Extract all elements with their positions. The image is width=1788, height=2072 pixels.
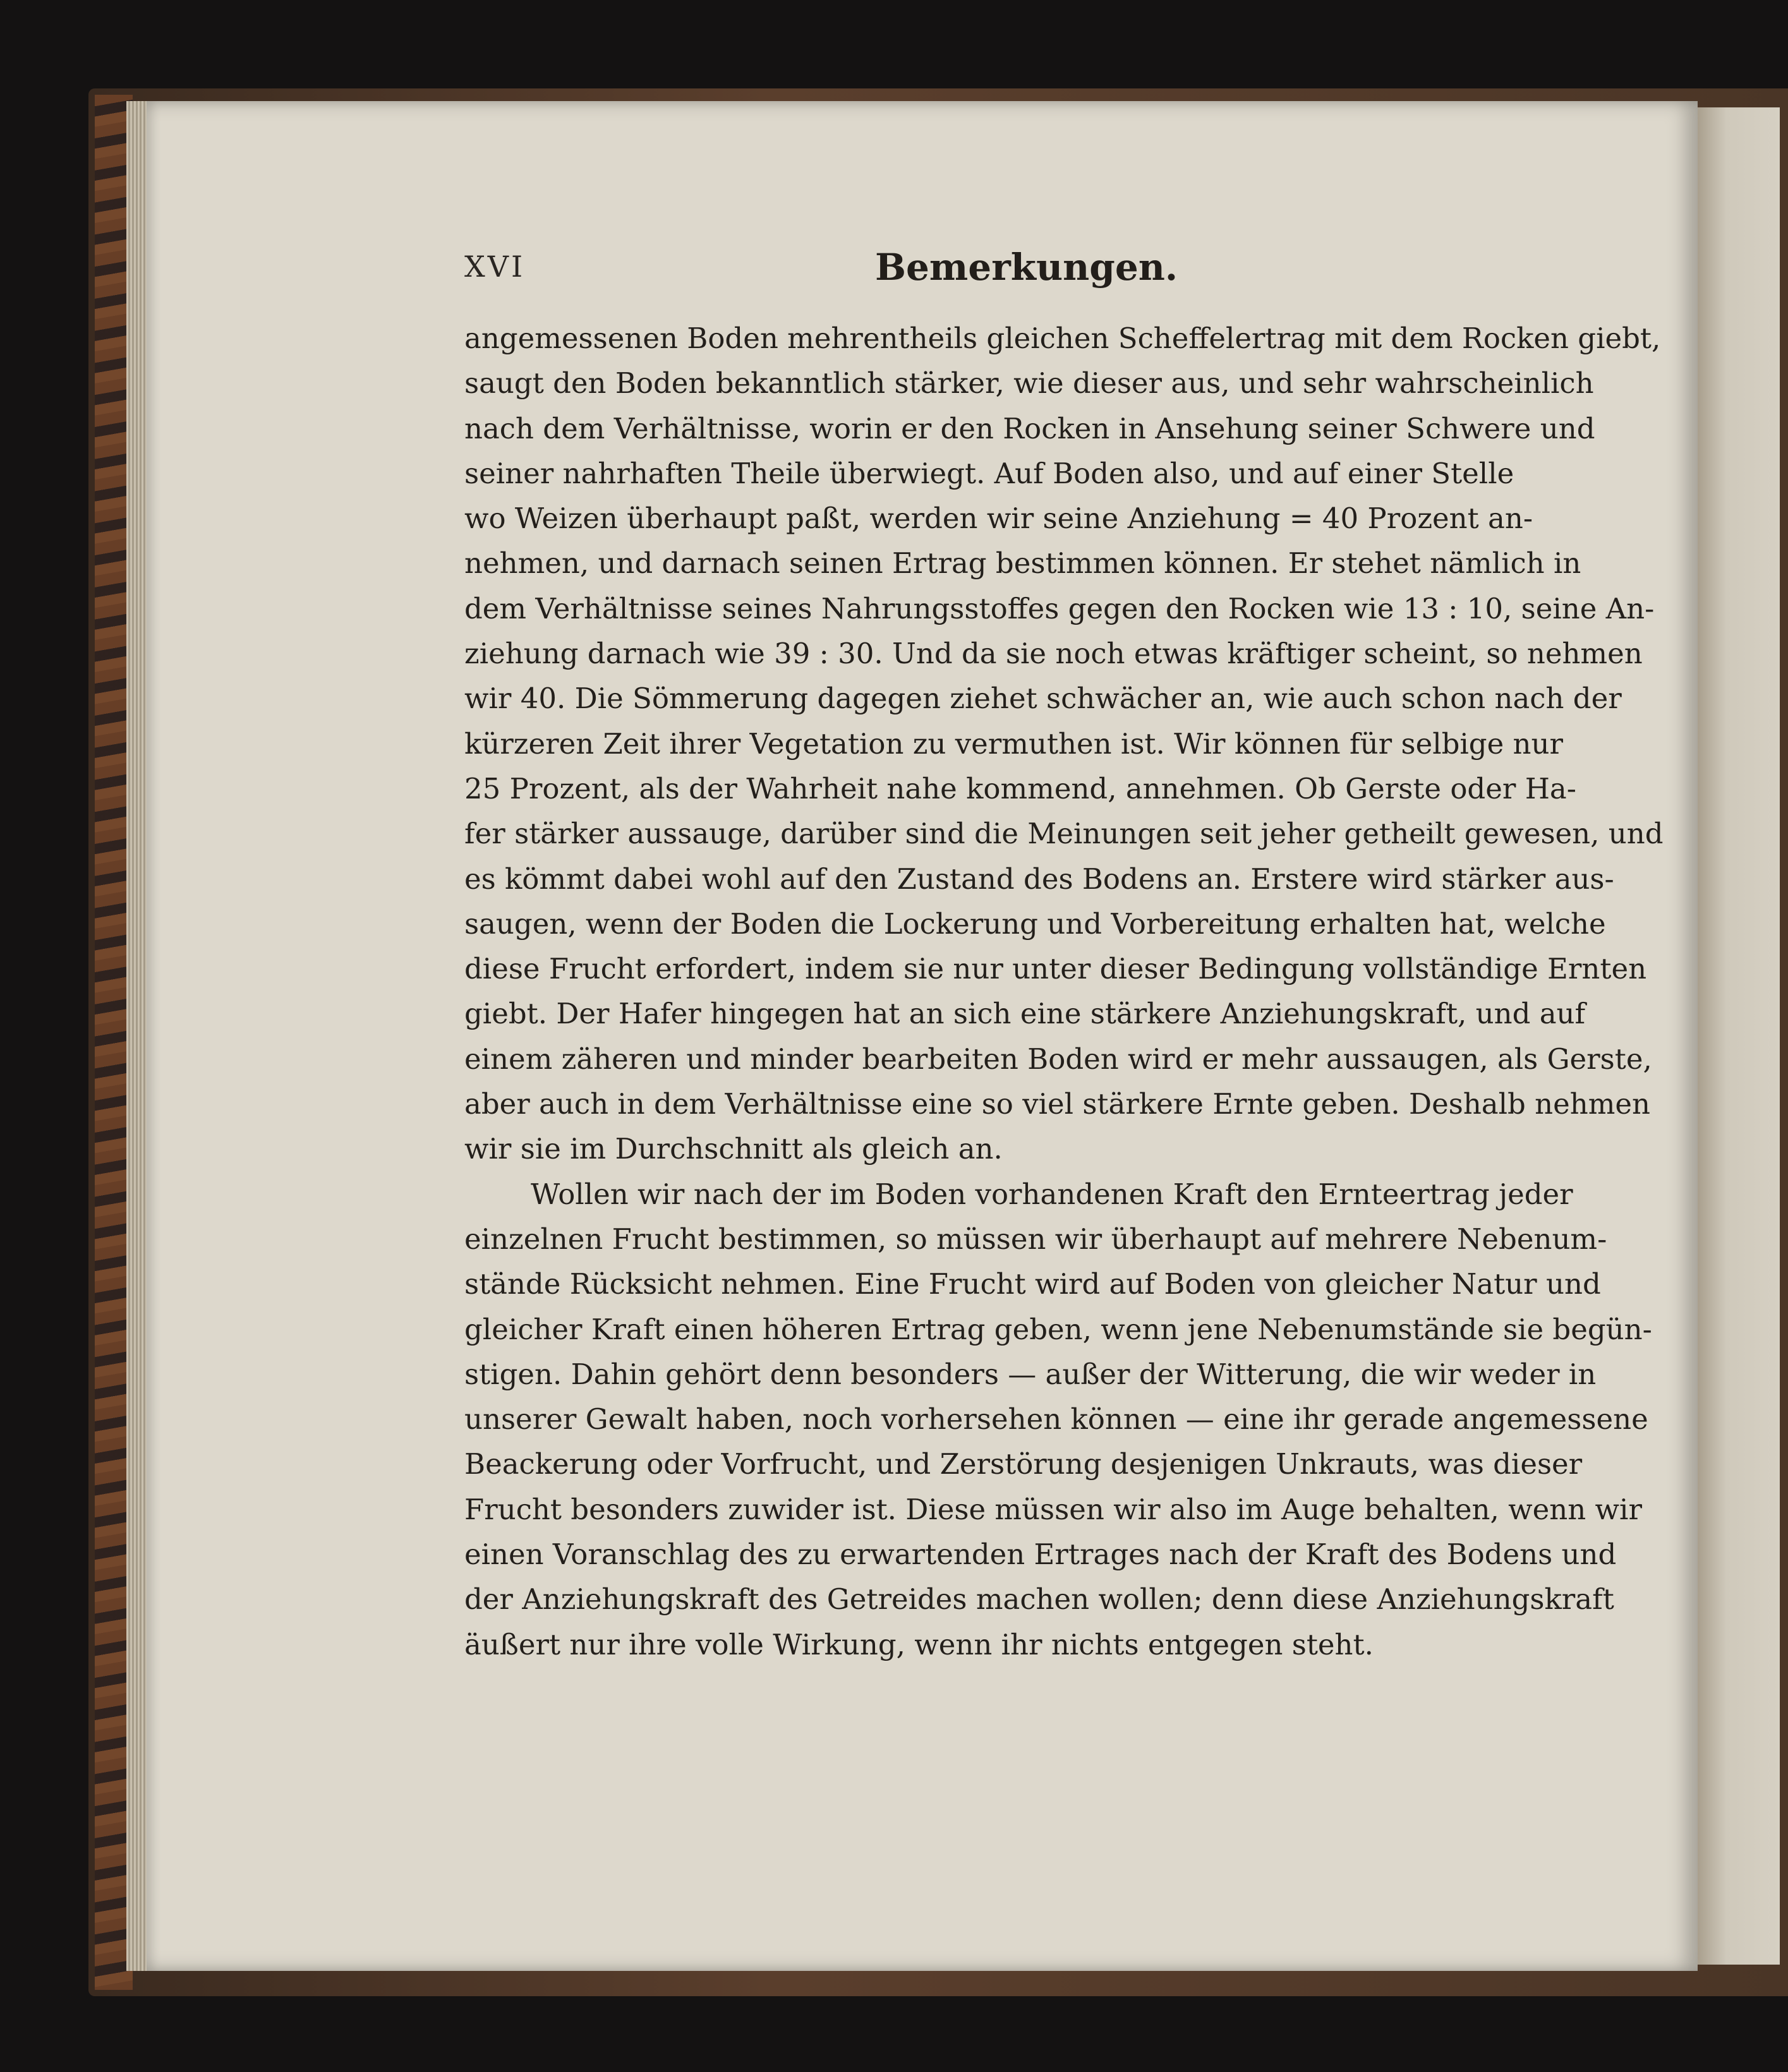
text-line: saugen, wenn der Boden die Lockerung und Vorbereitung erhalten hat, welche [464,906,1606,941]
text-line: saugt den Boden bekanntlich stärker, wie dieser aus, und sehr wahrscheinlich [464,366,1594,401]
running-head [464,246,1501,300]
text-line: der Anziehungskraft des Getreides machen wollen; denn diese Anziehungskraft [464,1582,1614,1617]
body-text [464,316,1664,1667]
text-line: ziehung darnach wie 39 : 30. Und da sie noch etwas kräftiger scheint, so nehmen [464,637,1643,671]
text-line: äußert nur ihre volle Wirkung, wenn ihr nichts entgegen steht. [464,1627,1374,1661]
text-line: giebt. Der Hafer hingegen hat an sich eine stärkere Anziehungskraft, und auf [464,997,1586,1031]
paragraph-1 [464,316,1664,1172]
text-line: angemessenen Boden mehrentheils gleichen Scheffelertrag mit dem Rocken giebt, [464,322,1661,355]
page-title: Bemerkungen. [875,246,1178,289]
text-line: gleicher Kraft einen höheren Ertrag geben, wenn jene Nebenumstände sie begün- [464,1312,1652,1346]
text-line: dem Verhältnisse seines Nahrungsstoffes gegen den Rocken wie 13 : 10, seine An- [464,591,1655,625]
text-line: Beackerung oder Vorfrucht, und Zerstörung desjenigen Unkrauts, was dieser [464,1447,1583,1481]
text-line: nach dem Verhältnisse, worin er den Rocken in Ansehung seiner Schwere und [464,411,1595,445]
text-line: nehmen, und darnach seinen Ertrag bestimmen können. Er stehet nämlich in [464,546,1581,581]
page-number: XVI [464,250,526,284]
text-line: fer stärker aussauge, darüber sind die Meinungen seit jeher getheilt gewesen, und [464,817,1664,851]
text-line: einzelnen Frucht bestimmen, so müssen wir überhaupt auf mehrere Nebenum- [464,1222,1607,1256]
text-line: diese Frucht erfordert, indem sie nur unter dieser Bedingung vollständige Ernten [464,952,1647,986]
text-line: seiner nahrhaften Theile überwiegt. Auf Boden also, und auf einer Stelle [464,456,1514,490]
text-line: unserer Gewalt haben, noch vorhersehen können — eine ihr gerade angemessene [464,1402,1648,1437]
text-line: stände Rücksicht nehmen. Eine Frucht wird auf Boden von gleicher Natur und [464,1267,1601,1301]
text-line: wo Weizen überhaupt paßt, werden wir seine Anziehung = 40 Prozent an- [464,502,1533,536]
text-line: wir 40. Die Sömmerung dagegen ziehet schwächer an, wie auch schon nach der [464,682,1622,716]
text-line: einen Voranschlag des zu erwartenden Ertrages nach der Kraft des Bodens und [464,1538,1617,1572]
text-line: 25 Prozent, als der Wahrheit nahe kommend, annehmen. Ob Gerste oder Ha- [464,771,1576,805]
text-line: Frucht besonders zuwider ist. Diese müssen wir also im Auge behalten, wenn wir [464,1492,1642,1526]
text-line: aber auch in dem Verhältnisse eine so viel stärkere Ernte geben. Deshalb nehmen [464,1087,1651,1121]
text-line: es kömmt dabei wohl auf den Zustand des Bodens an. Erstere wird stärker aus- [464,862,1614,896]
facing-page-edge [1698,107,1780,1965]
text-line: stigen. Dahin gehört denn besonders — außer der Witterung, die wir weder in [464,1357,1597,1391]
text-line: kürzeren Zeit ihrer Vegetation zu vermuthen ist. Wir können für selbige nur [464,726,1564,761]
page-edges [126,101,148,1971]
text-line: wir sie im Durchschnitt als gleich an. [464,1132,1003,1166]
paragraph-2 [464,1172,1652,1667]
text-line: einem zäheren und minder bearbeiten Boden wird er mehr aussaugen, als Gerste, [464,1042,1652,1076]
text-line: Wollen wir nach der im Boden vorhandenen Kraft den Ernteertrag jeder [531,1177,1573,1211]
